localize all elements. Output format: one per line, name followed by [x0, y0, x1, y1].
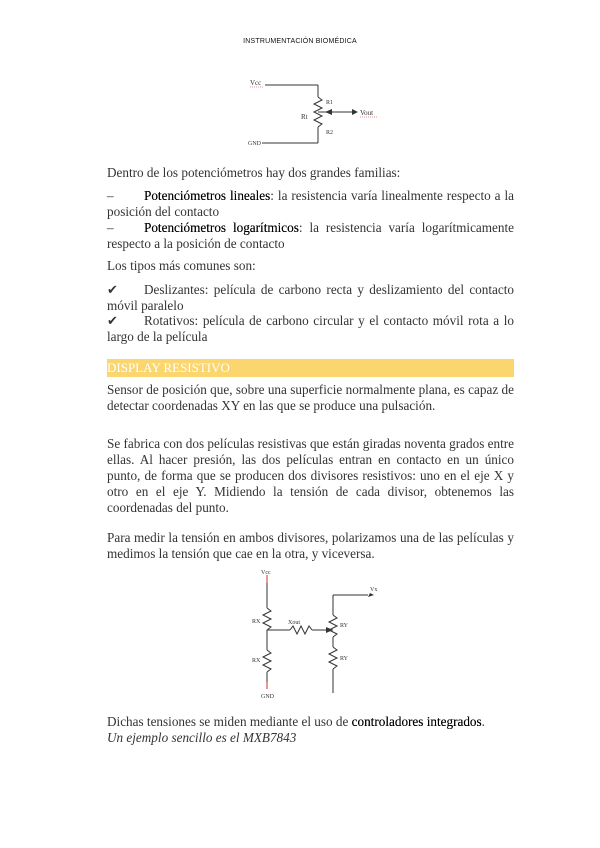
- checkmark-icon: ✔: [107, 282, 119, 297]
- family-description: : la resistencia varía logarítmicamente respecto a la posición de contacto: [107, 220, 515, 251]
- circuit1-vout-label: Vout: [360, 109, 374, 117]
- checkmark-icon: ✔: [107, 313, 119, 328]
- circuit2-ry-bottom-label: RY: [340, 656, 349, 662]
- types-intro-text: Los tipos más comunes son:: [107, 258, 256, 273]
- final-paragraph: [107, 714, 514, 746]
- circuit2-vx-label: Vx: [370, 587, 378, 593]
- paragraph-measurement: Para medir la tensión en ambos divisores, polarizamos una de las películas y medimos la tensión que cae en la otra, y viceversa.: [107, 530, 514, 561]
- intro-text: Dentro de los potenciómetros hay dos grandes familias:: [107, 165, 401, 180]
- type-item-rotary: [107, 313, 514, 345]
- final-text: Dichas tensiones se miden mediante el uso de: [107, 714, 352, 729]
- family-term: Potenciómetros lineales: [144, 188, 271, 203]
- paragraph-construction: Se fabrica con dos películas resistivas que están giradas noventa grados entre ellas. Al hacer presión, las dos películas entran en contacto en un único punto, de forma que se producen dos divisores resistivos: uno en el eje X y otro en el eje Y. Midiendo la tensión de cada divisor, obtenemos las coordenadas del punto.: [107, 436, 514, 515]
- type-item-sliding: [107, 282, 514, 314]
- family-dash: –: [107, 220, 114, 235]
- final-example: Un ejemplo sencillo es el MXB7843: [107, 730, 297, 745]
- circuit2-vcc-label: Vcc: [261, 570, 271, 576]
- potentiometer-circuit-diagram: [240, 70, 420, 150]
- family-item-linear: [107, 188, 514, 220]
- family-item-log: [107, 220, 514, 252]
- final-period: .: [481, 714, 485, 729]
- circuit1-vcc-label: Vcc: [250, 79, 262, 87]
- circuit1-gnd-label: GND: [248, 141, 261, 147]
- family-dash: –: [107, 188, 114, 203]
- page-header: INSTRUMENTACIÓN BIOMÉDICA: [243, 38, 357, 45]
- family-term: Potenciómetros logarítmicos: [144, 220, 299, 235]
- circuit2-gnd-label: GND: [261, 694, 274, 700]
- circuit1-rt-label: Rt: [301, 113, 308, 121]
- circuit1-r1-label: R1: [326, 100, 334, 106]
- circuit1-r2-label: R2: [326, 130, 334, 136]
- paragraph-definition: Sensor de posición que, sobre una superficie normalmente plana, es capaz de detectar coordenadas XY en las que se produce una pulsación.: [107, 382, 514, 413]
- section-heading: DISPLAY RESISTIVO: [107, 359, 514, 377]
- type-description: Rotativos: película de carbono circular y el contacto móvil rota a lo largo de la película: [107, 313, 514, 344]
- family-description: : la resistencia varía linealmente respecto a la posición del contacto: [107, 188, 514, 219]
- circuit2-ry-top-label: RY: [340, 623, 349, 629]
- circuit2-rx-top-label: RX: [252, 619, 261, 625]
- circuit2-xout-label: Xout: [288, 620, 300, 626]
- resistive-display-circuit-diagram: [240, 565, 390, 705]
- final-term: controladores integrados: [351, 714, 482, 729]
- type-description: Deslizantes: película de carbono recta y deslizamiento del contacto móvil paralelo: [107, 282, 514, 313]
- circuit2-rx-bottom-label: RX: [252, 658, 261, 664]
